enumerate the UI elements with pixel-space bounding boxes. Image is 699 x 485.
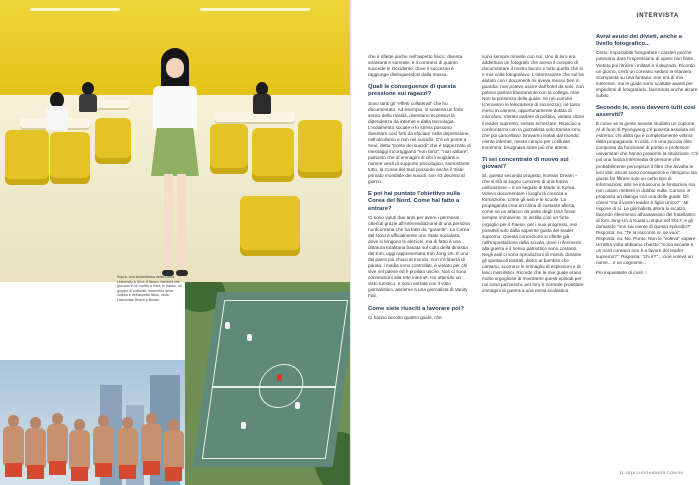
man-body [25, 428, 46, 468]
man-body [117, 428, 138, 468]
article-subheading: E poi hai puntato l'obiettivo sulla Corea del Nord. Come hai fatto a entrare? [368, 191, 461, 212]
article-paragraph: sono sempre rimaste con noi. Uno di loro era addirittura un fotografo che aveva il compito di documentare il nostro lavoro e tutto quello che io e mia volta fotografavo. L'interessante che sul ha aiutato con i documenti mi aveva messo ben in guardia: non potevo uscire dall'hotel da solo, non potevo parlare liberamente con la collega, mai! Non la presenza delle guide, né nei corridoi (c'eravano le telecamere di sicurezza), né tanto meno in camera, opportunamente dotata di microfoni. Vietato parlare di politica, vietato citare il leader supremo, vietato scherzare. Riuscivo a confrontarmi con la giornalista solo tramite sms, che poi cancellavo. Eravamo isolati dal mondo: niente internet, niente campo per i cellulari. Insomma, bisognava stare più che attenti. [482, 54, 585, 150]
man-body [141, 424, 162, 464]
article-subheading: Secondo te, sono davvero tutti così asserviti? [596, 104, 696, 118]
student-torso [253, 94, 271, 114]
chair [210, 124, 248, 174]
child-figure [247, 334, 252, 341]
court-surface [193, 292, 350, 467]
child-figure [225, 322, 230, 329]
text-column-1 [368, 54, 471, 325]
bodybuilder-figure [140, 413, 162, 485]
article-paragraph: Più inquietante di così! ○ [596, 270, 648, 276]
student-torso [79, 94, 97, 112]
article-paragraph: Ci sono voluti due anni per avere i permessi, ottenuti grazie all'intermediazione di una persona nordcoreana che ha fatto da "garante". La Corea del Nord è ufficialmente uno Stato socialista, dove si tengono le elezioni, ma di fatto è una dittatura totalitaria basata sul culto della dinastia dei Kim, oggi rappresentata Kim Jong Un. È uno dei paesi più chiusi al mondo, non c'è libertà di parola, i media sono controllati, è vietato per chi vive nel paese ed è proibito uscire. Non ci sono connessioni alla rete internet. Ho ottenuto un visto turistico, e sono entrata con il visto giornalistico, assieme a una giornalista di Vanity Fair. [368, 214, 470, 299]
photo-caption: Sopra, una studentessa della Korea University a Seul; A fianco, bambini che giocano in un cortile a Seul; In basso, un gruppo di culturisti, fenomeno della cultura e dell'aspetto fisico, nella Haeundae Beach a Busan. [117, 275, 182, 302]
page-footer: 11·2018 LUOGHIDHOR.COM 69 [619, 470, 683, 475]
bodybuilder-figure [92, 415, 114, 485]
student-figure [250, 82, 274, 116]
article-page [350, 0, 699, 485]
man-body [93, 426, 114, 466]
section-header: INTERVISTA [636, 12, 679, 19]
girl-skirt [151, 128, 199, 176]
student-torso [46, 106, 68, 130]
chair [5, 130, 49, 185]
man-shorts [95, 463, 112, 477]
article-subheading: Avrai avuto dei divieti, anche a livello fotografico... [596, 34, 682, 48]
man-body [3, 426, 24, 466]
man-body [69, 430, 90, 470]
article-subheading: Ti sei concentrato di nuovo sui giovani? [482, 156, 569, 170]
chair [50, 132, 90, 184]
man-shorts [119, 465, 136, 479]
text-column-2 [482, 54, 585, 298]
man-body [47, 424, 68, 464]
man-shorts [165, 467, 182, 481]
chair [252, 128, 294, 182]
bodybuilder-figure [2, 415, 24, 485]
chair [298, 120, 342, 178]
photo-study-hall [0, 0, 350, 282]
bodybuilder-figure [116, 417, 138, 485]
chair [240, 196, 300, 256]
student-figure [76, 82, 100, 114]
child-figure [241, 422, 246, 429]
ceiling-light [30, 8, 120, 11]
girl-shirt [153, 86, 197, 130]
article-paragraph: che è riflette anche nell'aspetto fisico: diventa stranianti e surreale: è il contrario di quanto succede in Occidente, dove il successo è raggiunge distinguendosi dalla massa. [368, 54, 463, 78]
bodybuilder-figure [46, 413, 68, 485]
man-shorts [27, 465, 44, 479]
child-figure [277, 374, 282, 381]
article-paragraph: Sono tanti gli "effetti collaterali" che ho documentato. Ad esempio, si scatena un forte senso della rivalità, diventano eccessivi la dipendenza da internet e dalla tecnologia. L'isolamento sociale e lo stress possono diventare così forti da sfociare nella depressione, nell'alcolismo e non nel suicidio. C'è un ponte a Seul, detto "ponte dei suicidi" che è tappezzato di messaggi incoraggianti "non farlo", "non saltare", piuttosto che di immagini di cibi invoglianti e numeri verdi di supporto psicologico. Nonostante tutto, la Corea del Sud possiede anche il triste primato mondiale dei suicidi, con 43 decessi al giorno. [368, 100, 471, 185]
article-subheading: Come siete riusciti a lavorare poi? [368, 305, 464, 312]
man-shorts [143, 461, 160, 475]
bodybuilder-figure [162, 419, 184, 485]
photo-playground [185, 282, 350, 485]
article-paragraph: Ci hanno accolto quattro guide, che [368, 314, 442, 320]
girl-leg [177, 174, 186, 274]
man-shorts [5, 463, 22, 477]
article-paragraph: È come se la gente avesse studiato un copione. Al di fuori di Pyongyang c'è povertà assoluta ed estrema: chi abita qui è completamente vittima della propaganda. In città, c'è una piccola élite composta da funzionari di partito e professori universitari che hanno presente la situazione. C'è poi una fascia intermedia di persone che probabilmente percepisce il filtro che avvolta le loro vite: alcuni sono consapevoli e ritengono sia giusto far filtrare solo un certo tipo di informazioni; altri ne intuiscono le limitazioni ma non osano mettere in dubbio nulla. Curioso in proposito un dialogo con una delle guide. Gli chiesi "ma il vostro leader è figlio unico?". Mi rispose di sì. La giornalista allora lo incalzò, facendo riferimento all'assassinio del fratellastro di Kim Jong-Un a Kuala Lumpur nel 2017, e gli domandò "non sai niente di questo episodio?". Risposta: no. "Te lo racconto io, se vuoi". Risposta: no. No. Punto. Non lo "voleva" sapere. Un'altra volta abbiamo chiesto: "cosa accade a un nord coreano non è a favore del leader supremo?". Risposta: "chi è?"... cioè voleva un nome... e un cognome... [596, 121, 699, 266]
article-subheading: Quali le conseguenze di questa pressione sui ragazzi? [368, 84, 456, 98]
man-shorts [49, 461, 66, 475]
article-paragraph: Certo: impossibile fotografare i cantieri perché potevano dare l'impressione di opere non finite. Vietato poi ritrarre i militari e il degrado. Ricordo un giorno, c'era un coreano seduto in maniera scomposta su una fontana: non era di mio interesse, ma le guide sono scattate avanti per impedirmi di fotografarlo, facendolo anche alzare subito. [596, 50, 698, 98]
girl-leg [164, 174, 173, 274]
girl-face [166, 58, 184, 78]
ceiling-light [200, 8, 310, 11]
article-paragraph: Sì, questo secondo progetto, Korean Dream – che si rifà al sogno concreto di una futura unificazione – è un seguito di Made in Korea. Volevo documentare i luoghi di crescita e formazione, come gli asili e le scuole. La propaganda crea un clima di costante allerta, come se un attacco da parte degli USA fosse sempre imminente. Si instilla così un forte orgoglio per il Paese, per i suoi progressi, resi possibili solo dalla sapiente guida del leader supremo. Questa concezione si riflette già nell'impostazione della scuola, dove i riferimenti alla guerra e il senso patriottico sono costanti. Negli asili ci sono riproduzioni di missili, durante gli spettacoli teatrali, dietro ai bambini che cantano, scorrono le immagini di esplosioni e di lanci missilistici. Ricordo che le mie guide erano molto orgogliose di mostrarmi questi episodi per noi sono pazzeschi, per loro è normale proiettare immagini di guerra a una recita scolastica. [482, 173, 584, 294]
bodybuilder-figure [68, 419, 90, 485]
student-girl-figure [147, 48, 203, 282]
text-column-3 [596, 28, 699, 280]
bodybuilder-figure [24, 417, 46, 485]
man-body [163, 430, 184, 470]
child-figure [295, 402, 300, 409]
chair [95, 118, 131, 164]
man-shorts [71, 467, 88, 481]
photo-bodybuilders [0, 360, 185, 485]
student-figure [42, 92, 72, 132]
